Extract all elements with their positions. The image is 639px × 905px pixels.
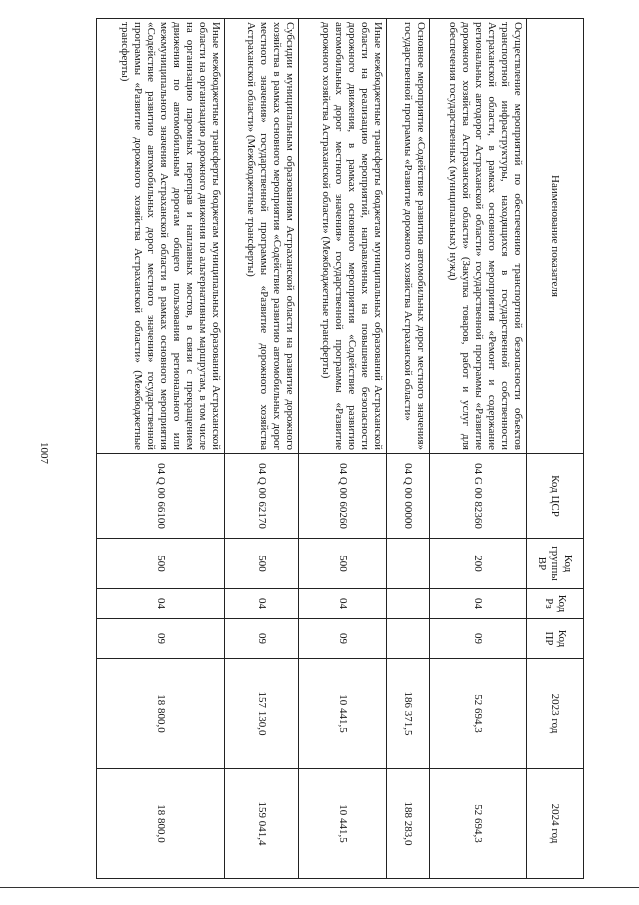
header-name: Наименование показателя <box>527 19 584 454</box>
table-row <box>97 19 225 879</box>
row-rz: 04 <box>299 589 387 619</box>
row-2024: 188 283,0 <box>387 769 430 879</box>
table-row <box>299 19 387 879</box>
row-2024: 52 694,3 <box>430 769 527 879</box>
header-vr: Код группы ВР <box>527 539 584 589</box>
header-rz: Код Рз <box>527 589 584 619</box>
row-vr: 500 <box>97 539 225 589</box>
header-2023: 2023 год <box>527 659 584 769</box>
row-name: Иные межбюджетные трансферты бюджетам муниципальных образований Астраханской области на реализацию мероприятий, направленных на повышение безопасности дорожного движения, в рамках основного мероприятия «Содействие развитию автомобильных дорог местного значения» государственной программы «Развитие дорожного хозяйства Астраханской области» (Межбюджетные трансферты) <box>299 19 387 454</box>
row-pr: 09 <box>225 619 299 659</box>
row-vr <box>387 539 430 589</box>
row-2023: 10 441,5 <box>299 659 387 769</box>
table-row <box>430 19 527 879</box>
row-pr: 09 <box>97 619 225 659</box>
header-csr: Код ЦСР <box>527 454 584 539</box>
table-row <box>225 19 299 879</box>
row-2023: 52 694,3 <box>430 659 527 769</box>
budget-table-frame <box>97 18 584 878</box>
row-rz: 04 <box>430 589 527 619</box>
page-number: 1007 <box>38 442 50 464</box>
row-2023: 157 130,0 <box>225 659 299 769</box>
row-csr: 04 Q 00 00000 <box>387 454 430 539</box>
row-name: Основное мероприятие «Содействие развитию автомобильных дорог местного значения» государственной программы «Развитие дорожного хозяйства Астраханской области» <box>387 19 430 454</box>
row-vr: 500 <box>299 539 387 589</box>
row-name: Субсидии муниципальным образованиям Астраханской области на развитие дорожного хозяйства в рамках основного мероприятия «Содействие развитию автомобильных дорог местного значения» государственной программы «Развитие дорожного хозяйства Астраханской области» (Межбюджетные трансферты) <box>225 19 299 454</box>
row-pr: 09 <box>430 619 527 659</box>
row-vr: 500 <box>225 539 299 589</box>
row-csr: 04 Q 00 62170 <box>225 454 299 539</box>
footer-rule <box>0 887 639 888</box>
header-pr: Код ПР <box>527 619 584 659</box>
row-2023: 18 800,0 <box>97 659 225 769</box>
row-pr: 09 <box>299 619 387 659</box>
table-row <box>387 19 430 879</box>
row-csr: 04 Q 00 66100 <box>97 454 225 539</box>
row-rz: 04 <box>97 589 225 619</box>
row-name: Иные межбюджетные трансферты бюджетам муниципальных образований Астраханской области на организацию дорожного движения по альтернативным маршрутам, в том числе на организацию паромных переправ и наплавных мостов, в связи с прекращением движения по автомобильным дорогам общего пользования регионального или межмуниципального значения Астраханской области в рамках основного мероприятия «Содействие развитию автомобильных дорог местного значения» государственной программы «Развитие дорожного хозяйства Астраханской области» (Межбюджетные трансферты) <box>97 19 225 454</box>
header-2024: 2024 год <box>527 769 584 879</box>
row-2024: 10 441,5 <box>299 769 387 879</box>
row-2024: 18 800,0 <box>97 769 225 879</box>
row-rz: 04 <box>225 589 299 619</box>
row-2024: 159 041,4 <box>225 769 299 879</box>
row-vr: 200 <box>430 539 527 589</box>
table-header-row <box>527 19 584 879</box>
row-pr <box>387 619 430 659</box>
budget-table <box>96 18 584 879</box>
row-csr: 04 Q 00 60260 <box>299 454 387 539</box>
row-rz <box>387 589 430 619</box>
row-2023: 186 371,5 <box>387 659 430 769</box>
row-name: Осуществление мероприятий по обеспечению транспортной безопасности объектов транспортной инфраструктуры, находящихся в государственной собственности Астраханской области, в рамках основного мероприятия «Ремонт и содержание региональных автодорог Астраханской области» государственной программы «Развитие дорожного хозяйства Астраханской области» (Закупка товаров, работ и услуг для обеспечения государственных (муниципальных) нужд) <box>430 19 527 454</box>
row-csr: 04 G 00 82360 <box>430 454 527 539</box>
